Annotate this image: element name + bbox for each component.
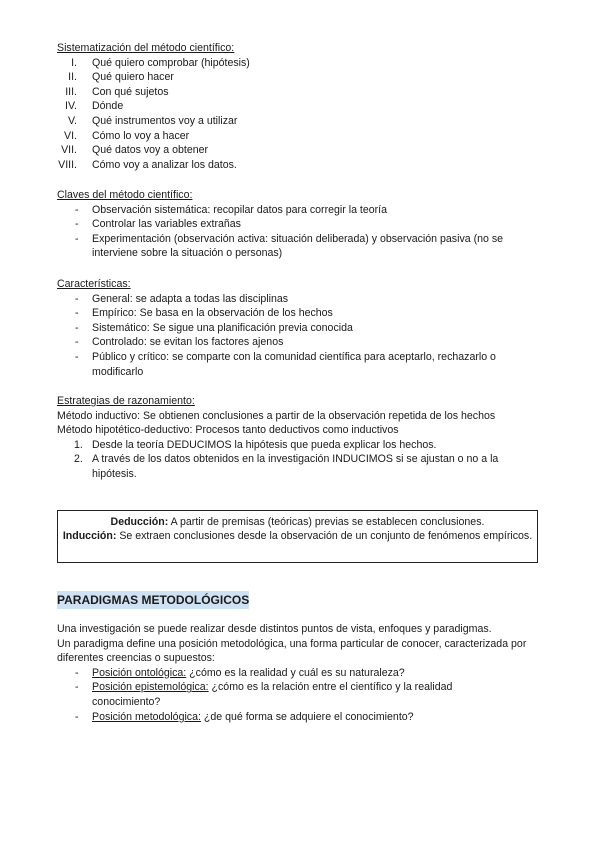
list-number: VI. [64,129,77,142]
list-item [57,158,540,173]
list-text: Observación sistemática: recopilar datos para corregir la teoría [92,203,387,216]
list-text: Con qué sujetos [92,85,169,98]
list-item [57,306,540,321]
bullet-dash: - [75,218,79,231]
list-number: 2. [74,453,83,466]
section-title: Sistematización del método científico: [57,42,235,54]
list-item [57,203,540,218]
deduccion-label: Deducción: [110,516,169,528]
list-item [57,710,540,725]
list-number: III. [65,85,77,98]
list-item [57,232,540,261]
induccion-definition [58,530,537,544]
list-text: Experimentación (observación activa: situación deliberada) y observación pasiva (no se interviene sobre la situación o personas) [92,232,504,260]
list-label: Posición metodológica: [92,710,201,723]
list-text: Qué datos voy a obtener [92,144,209,157]
list-number: VII. [61,144,77,157]
section-estrategias [57,394,540,482]
list-text: ¿de qué forma se adquiere el conocimiento? [200,710,414,723]
bullet-dash: - [75,666,79,679]
list-item [57,452,540,481]
list-number: V. [67,114,77,127]
list-item [57,292,540,307]
list-item [57,438,540,453]
list-item [57,56,540,71]
bullet-dash: - [75,336,79,349]
bullet-dash: - [75,681,79,694]
paragraph: Una investigación se puede realizar desde distintos puntos de vista, enfoques y paradigmas. [57,623,492,635]
deduccion-definition [58,516,537,530]
list-text: ¿cómo es la relación entre el científico y la realidad conocimiento? [92,681,453,708]
list-text: ¿cómo es la realidad y cuál es su naturaleza? [186,666,405,679]
list-item [57,321,540,336]
list-item [57,143,540,158]
section-title: Estrategias de razonamiento: [57,395,195,407]
bullet-dash: - [75,350,79,363]
list-text: Cómo voy a analizar los datos. [92,158,237,171]
paragraph: Un paradigma define una posición metodológica, una forma particular de conocer, caracterizada por diferentes creencias o supuestos: [57,637,527,665]
list-text: Controlado: se evitan los factores ajenos [92,336,284,349]
list-number: IV. [65,100,77,113]
list-item [57,680,540,709]
list-item [57,129,540,144]
list-text: Empírico: Se basa en la observación de los hechos [92,307,333,320]
list-item [57,217,540,232]
section-claves [57,188,540,261]
list-text: Qué quiero comprobar (hipótesis) [92,56,250,69]
section-title: Características: [57,278,131,290]
list-number: 1. [74,438,83,451]
list-text: Sistemático: Se sigue una planificación previa conocida [92,321,353,334]
list-item [57,350,540,379]
deduccion-text: A partir de premisas (teóricas) previas se establecen conclusiones. [168,516,485,528]
list-item [57,666,540,681]
list-text: Desde la teoría DEDUCIMOS la hipótesis que pueda explicar los hechos. [92,438,437,451]
list-text: Público y crítico: se comparte con la comunidad científica para aceptarlo, rechazarlo o modificarlo [92,350,496,378]
list-label: Posición ontológica: [92,666,187,679]
list-item [57,85,540,100]
bullet-dash: - [75,321,79,334]
section-caracteristicas [57,277,540,379]
section-paradigmas [57,622,540,724]
list-item [57,70,540,85]
paragraph: Método inductivo: Se obtienen conclusiones a partir de la observación repetida de los hechos [57,409,496,422]
paragraph: Método hipotético-deductivo: Procesos tanto deductivos como inductivos [57,424,399,437]
list-item [57,99,540,114]
section-sistematizacion [57,41,540,172]
list-text: General: se adapta a todas las disciplinas [92,292,289,305]
bullet-dash: - [75,292,79,305]
bullet-dash: - [75,710,79,723]
section-heading-paradigmas: PARADIGMAS METODOLÓGICOS [57,593,250,607]
list-text: Controlar las variables extrañas [92,218,241,231]
section-title: Claves del método científico: [57,189,193,201]
list-number: I. [71,56,77,69]
list-text: Cómo lo voy a hacer [92,129,190,142]
induccion-text: Se extraen conclusiones desde la observación de un conjunto de fenómenos empíricos. [116,529,533,542]
list-number: VIII. [58,158,77,171]
bullet-dash: - [75,203,79,216]
list-text: A través de los datos obtenidos en la investigación INDUCIMOS si se ajustan o no a la hipótesis. [92,453,499,480]
list-text: Dónde [92,100,124,113]
list-text: Qué instrumentos voy a utilizar [92,114,238,127]
bullet-dash: - [75,307,79,320]
list-text: Qué quiero hacer [92,71,174,84]
induccion-label: Inducción: [62,529,117,542]
list-label: Posición epistemológica: [92,681,209,694]
list-number: II. [68,71,77,84]
list-item [57,335,540,350]
list-item [57,114,540,129]
bullet-dash: - [75,232,79,245]
definitions-box [57,510,538,563]
